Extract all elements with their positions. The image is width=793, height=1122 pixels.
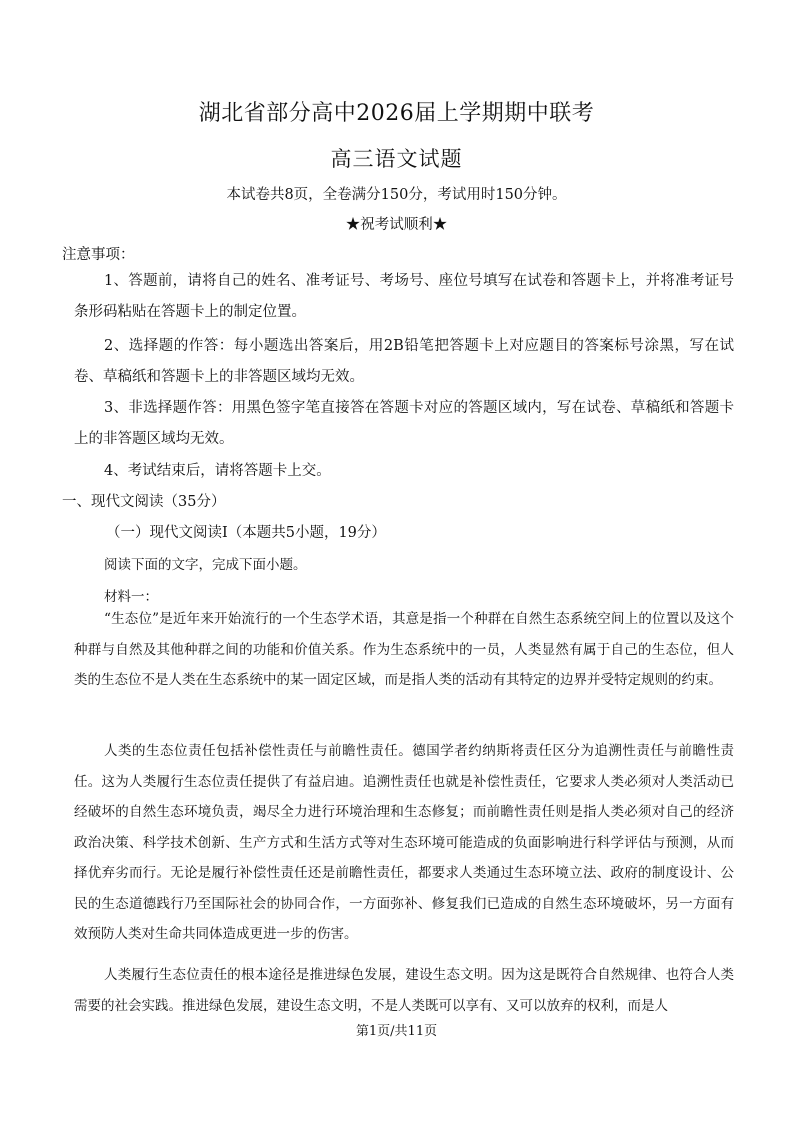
- section-heading: 一、现代文阅读（35分）: [62, 494, 226, 510]
- material-label: 材料一：: [104, 589, 158, 605]
- exam-wish: ★祝考试顺利★: [345, 217, 448, 233]
- material-paragraph: “生态位”是近年来开始流行的一个生态学术语，其意是指一个种群在自然生态系统空间上的位置以及这个种群与自然及其他种群之间的功能和价值关系。作为生态系统中的一员，人类显然有属于自己的生态位，但人类的生态位不是人类在生态系统中的某一固定区域，而是指人类的活动有其特定的边界并受特定规则的约束。: [74, 611, 734, 688]
- notes-heading: 注意事项：: [62, 247, 135, 263]
- note-item: 2、选择题的作答：每小题选出答案后，用2B铅笔把答题卡上对应题目的答案标号涂黑，写在试卷、草稿纸和答题卡上的非答题区域均无效。: [74, 338, 734, 385]
- note-item: 1、答题前，请将自己的姓名、准考证号、考场号、座位号填写在试卷和答题卡上，并将准考证号条形码粘贴在答题卡上的制定位置。: [74, 273, 734, 320]
- subsection-heading: （一）现代文阅读Ⅰ（本题共5小题，19分）: [106, 525, 386, 541]
- exam-title: 湖北省部分高中2026届上学期期中联考: [198, 101, 595, 126]
- exam-info: 本试卷共8页，全卷满分150分，考试用时150分钟。: [226, 187, 567, 203]
- note-item: 3、非选择题作答：用黑色签字笔直接答在答题卡对应的答题区域内，写在试卷、草稿纸和答题卡上的非答题区域均无效。: [74, 400, 734, 447]
- exam-subtitle: 高三语文试题: [330, 147, 463, 171]
- note-item: 4、考试结束后，请将答题卡上交。: [104, 463, 331, 479]
- material-paragraph: 人类履行生态位责任的根本途径是推进绿色发展，建设生态文明。因为这是既符合自然规律、也符合人类需要的社会实践。推进绿色发展，建设生态文明，不是人类既可以享有、又可以放弃的权利，而是人: [74, 967, 734, 1014]
- page-number: 第1页/共11页: [355, 1024, 438, 1039]
- reading-instruction: 阅读下面的文字，完成下面小题。: [104, 557, 307, 573]
- material-paragraph: 人类的生态位责任包括补偿性责任与前瞻性责任。德国学者约纳斯将责任区分为追溯性责任与前瞻性责任。这为人类履行生态位责任提供了有益启迪。追溯性责任也就是补偿性责任，它要求人类必须对人类活动已经破坏的自然生态环境负责，竭尽全力进行环境治理和生态修复；而前瞻性责任则是指人类必须对自己的经济政治决策、科学技术创新、生产方式和生活方式等对生态环境可能造成的负面影响进行科学评估与预测，从而择优弃劣而行。无论是履行补偿性责任还是前瞻性责任，都要求人类通过生态环境立法、政府的制度设计、公民的生态道德践行乃至国际社会的协同合作，一方面弥补、修复我们已造成的自然生态环境破坏，另一方面有效预防人类对生命共同体造成更进一步的伤害。: [74, 743, 734, 942]
